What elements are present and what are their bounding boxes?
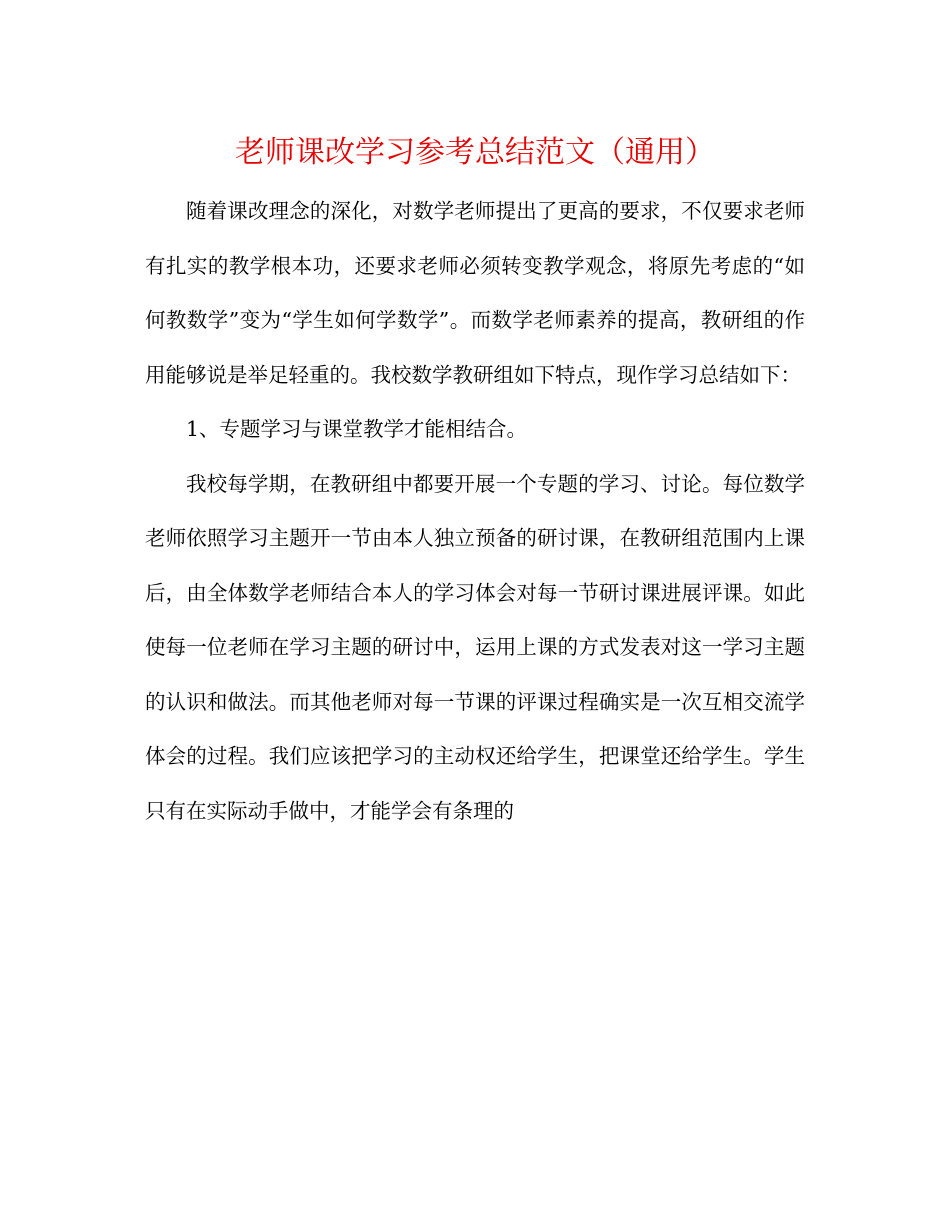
paragraph-body-1: 我校每学期，在教研组中都要开展一个专题的学习、讨论。每位数学老师依照学习主题开一节由本人独立预备的研讨课，在教研组范围内上课后，由全体数学老师结合本人的学习体会对每一节研讨课进展评课。如此使每一位老师在学习主题的研讨中，运用上课的方式发表对这一学习主题的认识和做法。而其他老师对每一节课的评课过程确实是一次互相交流学体会的过程。我们应该把学习的主动权还给学生，把课堂还给学生。学生只有在实际动手做中，才能学会有条理的 bbox=[145, 471, 805, 823]
paragraph-intro: 随着课改理念的深化，对数学老师提出了更高的要求，不仅要求老师有扎实的教学根本功，还要求老师必须转变教学观念，将原先考虑的“如何教数学”变为“学生如何学数学”。而数学老师素养的提高，教研组的作用能够说是举足轻重的。我校数学教研组如下特点，现作学习总结如下： bbox=[145, 199, 805, 387]
document-body bbox=[145, 184, 805, 838]
paragraph-heading-1: 1、专题学习与课堂教学才能相结合。 bbox=[186, 417, 528, 441]
document-title: 老师课改学习参考总结范文（通用） bbox=[235, 135, 715, 170]
